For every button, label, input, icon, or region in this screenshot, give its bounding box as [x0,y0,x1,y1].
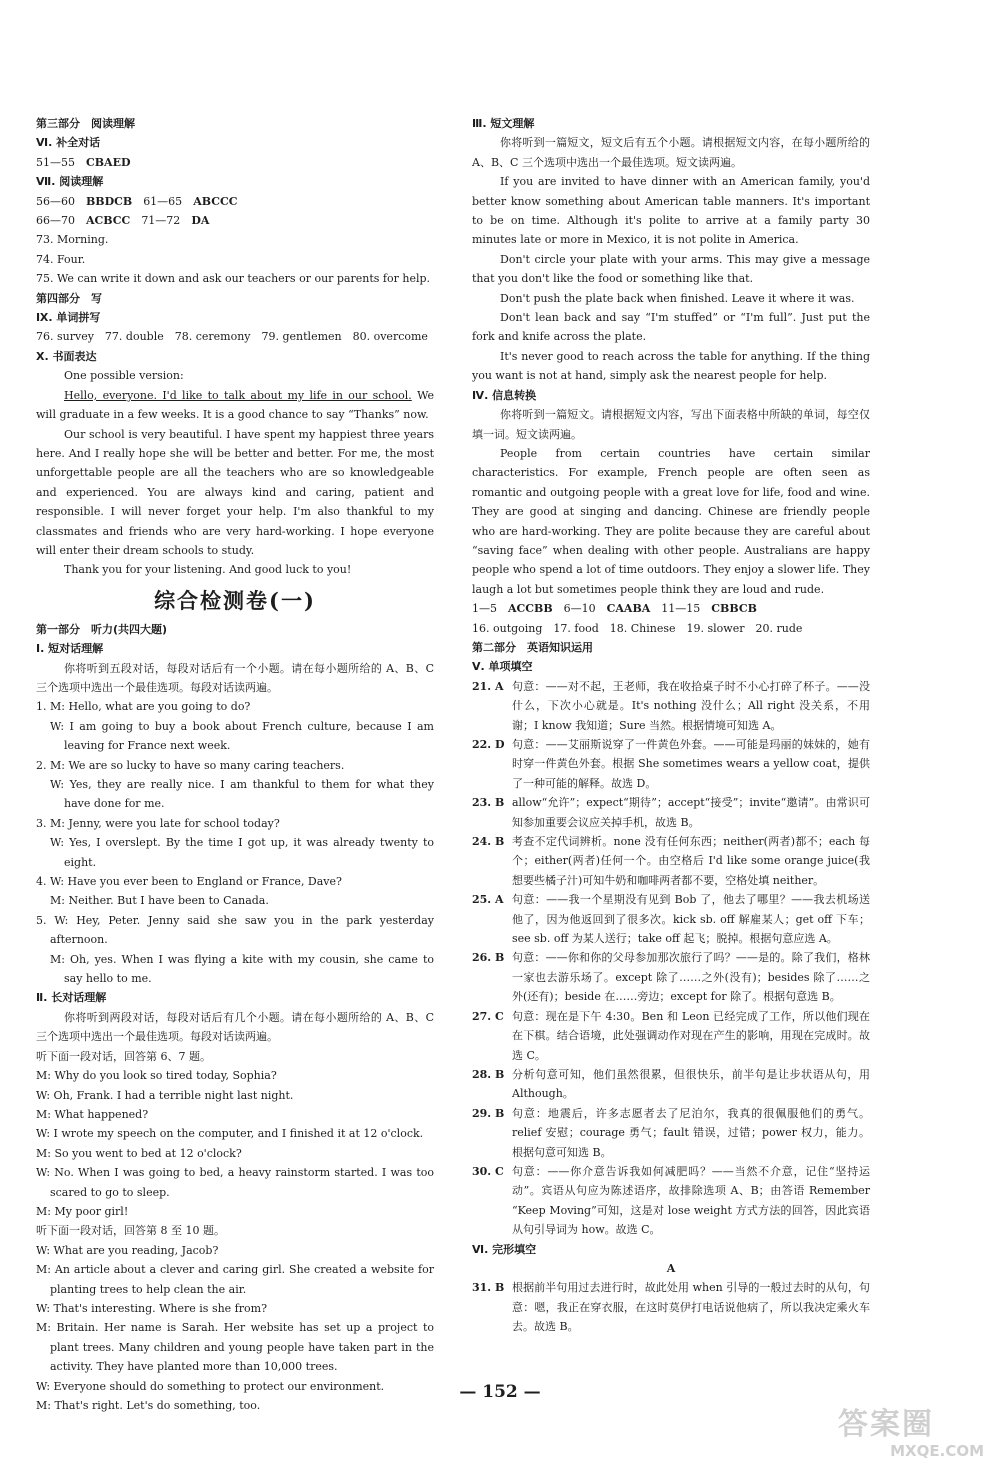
dialog-line: W: Yes, I overslept. By the time I got up, it was already twenty to eight. [50,836,434,869]
dialog-list-1 [36,697,434,988]
dialog-line: M: Oh, yes. When I was flying a kite with my cousin, she came to say hello to me. [50,952,434,986]
passage-paragraph: Don't lean back and say “I'm stuffed” or “I'm full”. Just put the fork and knife across the plate. [472,311,870,344]
answer-item: 30. C 句意：——你介意告诉我如何减肥吗？——当然不介意，记住“坚持运动”。宾语从句应为陈述语序，故排除选项 A、B；由答语 Remember “Keep Moving”可知，这是对 lose weight 方式方法的回答，因此宾语从句引导词为 how。故选 C。 [472,1164,870,1237]
page-number: — 152 — [459,1382,541,1402]
dialog-line: W: That's interesting. Where is she from? [36,1301,267,1315]
answer-item: 22. D 句意：——艾丽斯说穿了一件黄色外套。——可能是玛丽的妹妹的，她有时穿一件黄色外套。根据 She sometimes wears a yellow coat，提供了一种可能的解释。故选 D。 [472,738,870,790]
dialog-line: 3. M: Jenny, were you late for school today? [36,816,280,830]
dialog-prompt: 听下面一段对话，回答第 6、7 题。 [36,1049,211,1063]
section-6b-title: Ⅵ. 完形填空 [472,1242,537,1256]
answer-item: 27. C 句意：现在是下午 4:30。Ben 和 Leon 已经完成了工作，所以他们现在在下棋。结合语境，此处强调动作对现在产生的影响，用现在完成时。故选 C。 [472,1009,870,1062]
passage-paragraph: If you are invited to have dinner with an American family, you'd better know something about American table manners. It's important to be on time. Although it's polite to arrive at a family party 30 minutes late or more in Mexico, it is not polite in America. [472,175,870,247]
passage-paragraph: Don't push the plate back when finished. Leave it where it was. [500,291,855,305]
dialog-line: 4. W: Have you ever been to England or France, Dave? [36,875,342,889]
answer-item: 31. B 根据前半句用过去进行时，故此处用 when 引导的一般过去时的从句，句意：嗯，我正在穿衣服，在这时莫伊打电话说他病了，所以我决定乘火车去。故选 B。 [472,1281,870,1334]
answer-item: 28. B 分析句意可知，他们虽然很累，但很快乐，前半句是让步状语从句，用 Although。 [472,1067,870,1101]
dialog-line: W: I wrote my speech on the computer, and I finished it at 12 o'clock. [36,1127,424,1141]
essay-paragraph: Our school is very beautiful. I have spent my happiest three years here. And I really hope she will be better and better. For me, the most unforgettable people are all the teachers who are so knowledgeable and experienced. You are always kind and caring, patient and responsible. I will never forget your help. I'm also thankful to my classmates and friends who are very hard-working. I hope everyone will enter their dream schools to study. [36,427,434,557]
test-title: 综合检测卷(一) [154,587,316,613]
dialog-line: M: Why do you look so tired today, Sophia? [36,1069,277,1083]
answer-74: 74. Four. [36,252,86,266]
dialog-line: W: Yes, they are really nice. I am thankful to them for what they have done for me. [50,778,434,811]
section-6-title: Ⅵ. 补全对话 [36,136,101,150]
left-column [36,114,434,1415]
passage-label: A [666,1261,676,1275]
dialog-line: W: Everyone should do something to protect our environment. [36,1379,385,1393]
section-5-title: Ⅴ. 单项填空 [472,660,533,674]
essay-paragraph: Thank you for your listening. And good luck to you! [64,563,352,577]
dialog-line: M: Britain. Her name is Sarah. Her website has set up a project to plant trees. Many children and young people have taken part in the activity. They have planted more than 10,000 trees. [36,1321,434,1374]
watermark-logo [838,1408,988,1466]
dialog-line: M: What happened? [36,1107,149,1121]
section-4-title: Ⅳ. 信息转换 [472,388,537,402]
section-10-title: Ⅹ. 书面表达 [36,349,97,363]
answer-73: 73. Morning. [36,233,109,247]
answer-line: 66—70 ACBCC 71—72 DA [36,214,210,228]
section-2-title: Ⅱ. 长对话理解 [36,991,107,1005]
dialog-line: 2. M: We are so lucky to have so many caring teachers. [36,758,345,772]
answer-line: 16. outgoing 17. food 18. Chinese 19. slower 20. rude [472,621,803,635]
essay-paragraph: Hello, everyone. I'd like to talk about my life in our school. We will graduate in a few weeks. It is a good chance to say “Thanks” now. [36,388,434,422]
dialog-line: M: That's right. Let's do something, too. [36,1399,261,1412]
passage-paragraph: It's never good to reach across the table for anything. If the thing you want is not at hand, simply ask the nearest people for help. [472,349,870,383]
answer-75: 75. We can write it down and ask our teachers or our parents for help. [36,272,431,286]
spelling-answers: 76. survey 77. double 78. ceremony 79. gentlemen 80. overcome [36,330,428,344]
section-instructions: 你将听到一篇短文。请根据短文内容，写出下面表格中所缺的单词，每空仅填一词。短文读两遍。 [472,408,870,441]
passage-paragraph: People from certain countries have certain similar characteristics. For example, French people are often seen as romantic and outgoing people with a great love for life, food and wine. They are good at singing and dancing. Chinese are friendly people who are hard-working. They are polite because they are careful about “saving face” when dealing with other people. Australians are happy people who spend a lot of time outdoors. They enjoy a slower life. They laugh a lot but sometimes people think they are loud and rude. [472,446,870,596]
dialog-list-2 [36,1066,434,1221]
dialog-line: 1. M: Hello, what are you going to do? [36,700,251,714]
section-instructions: 你将听到一篇短文，短文后有五个小题。请根据短文内容，在每小题所给的 A、B、C 三个选项中选出一个最佳选项。短文读两遍。 [472,136,870,169]
answer-line: 56—60 BBDCB 61—65 ABCCC [36,194,238,208]
dialog-line: W: What are you reading, Jacob? [36,1243,219,1257]
answer-line: 1—5 ACCBB 6—10 CAABA 11—15 CBBCB [472,602,757,616]
part2-title: 第二部分 英语知识运用 [472,640,593,654]
dialog-line: M: So you went to bed at 12 o'clock? [36,1146,242,1160]
answer-item: 24. B 考查不定代词辨析。none 没有任何东西；neither(两者)都不；each 每个；either(两者)任何一个。由空格后 I'd like some orange juice(我想要些橘子汁)可知牛奶和咖啡两者都不要，空格处填 neither。 [472,835,870,887]
dialog-prompt: 听下面一段对话，回答第 8 至 10 题。 [36,1224,225,1238]
part3-title: 第三部分 阅读理解 [36,117,135,130]
section-instructions: 你将听到两段对话，每段对话后有几个小题。请在每小题所给的 A、B、C 三个选项中选出一个最佳选项。每段对话读两遍。 [36,1010,434,1044]
answer-item: 21. A 句意：——对不起，王老师，我在收拾桌子时不小心打碎了杯子。——没什么，下次小心就是。It's nothing 没什么；All right 没关系，不用谢；I know 我知道；Sure 当然。根据情境可知选 A。 [472,679,870,732]
part1-title: 第一部分 听力(共四大题) [36,622,168,636]
section-3-title: Ⅲ. 短文理解 [472,117,535,130]
passage-paragraph: Don't circle your plate with your arms. This may give a message that you don't like the food or something like that. [472,252,870,286]
section-instructions: 你将听到五段对话，每段对话后有一个小题。请在每小题所给的 A、B、C 三个选项中选出一个最佳选项。每段对话读两遍。 [36,661,434,694]
dialog-line: M: An article about a clever and caring girl. She created a website for planting trees to help clean the air. [36,1263,434,1296]
part4-title: 第四部分 写 [36,291,102,305]
dialog-line: W: No. When I was going to bed, a heavy rainstorm started. I was too scared to go to sleep. [36,1166,434,1199]
answer-item: 29. B 句意：地震后，许多志愿者去了尼泊尔，我真的很佩服他们的勇气。relief 安慰；courage 勇气；fault 错误，过错；power 权力，能力。根据句意可知选 B。 [472,1106,870,1159]
section-9-title: Ⅸ. 单词拼写 [36,311,101,325]
dialog-line: W: Oh, Frank. I had a terrible night last night. [36,1088,294,1102]
answer-item: 23. B allow“允许”；expect“期待”；accept“接受”；invite“邀请”。由常识可知参加重要会议应关掉手机，故选 B。 [472,796,870,829]
watermark-url: MXQE.COM [890,1442,984,1460]
dialog-line: M: Neither. But I have been to Canada. [50,894,269,908]
watermark-text: 答案圈 [838,1407,934,1442]
right-column [472,114,870,1337]
dialog-line: W: I am going to buy a book about French culture, because I am leaving for France next week. [50,719,434,753]
dialog-line: M: My poor girl! [36,1204,129,1218]
section-7-title: Ⅶ. 阅读理解 [36,175,104,189]
answer-item: 25. A 句意：——我一个星期没有见到 Bob 了，他去了哪里？——我去机场送他了，因为他返回到了很多次。kick sb. off 解雇某人；get off 下车；see sb. off 为某人送行；take off 起飞；脱掉。根据句意应选 A。 [472,893,870,946]
essay-intro: One possible version: [64,369,184,383]
answer-line: 51—55 CBAED [36,155,131,169]
dialog-line: 5. W: Hey, Peter. Jenny said she saw you in the park yesterday afternoon. [36,913,434,947]
section-1-title: Ⅰ. 短对话理解 [36,642,104,656]
answer-item: 26. B 句意：——你和你的父母参加那次旅行了吗？——是的。除了我们，格林一家也去游乐场了。except 除了……之外(没有)；besides 除了……之外(还有)；beside 在……旁边；except for 除了。根据句意选 B。 [472,951,870,1004]
